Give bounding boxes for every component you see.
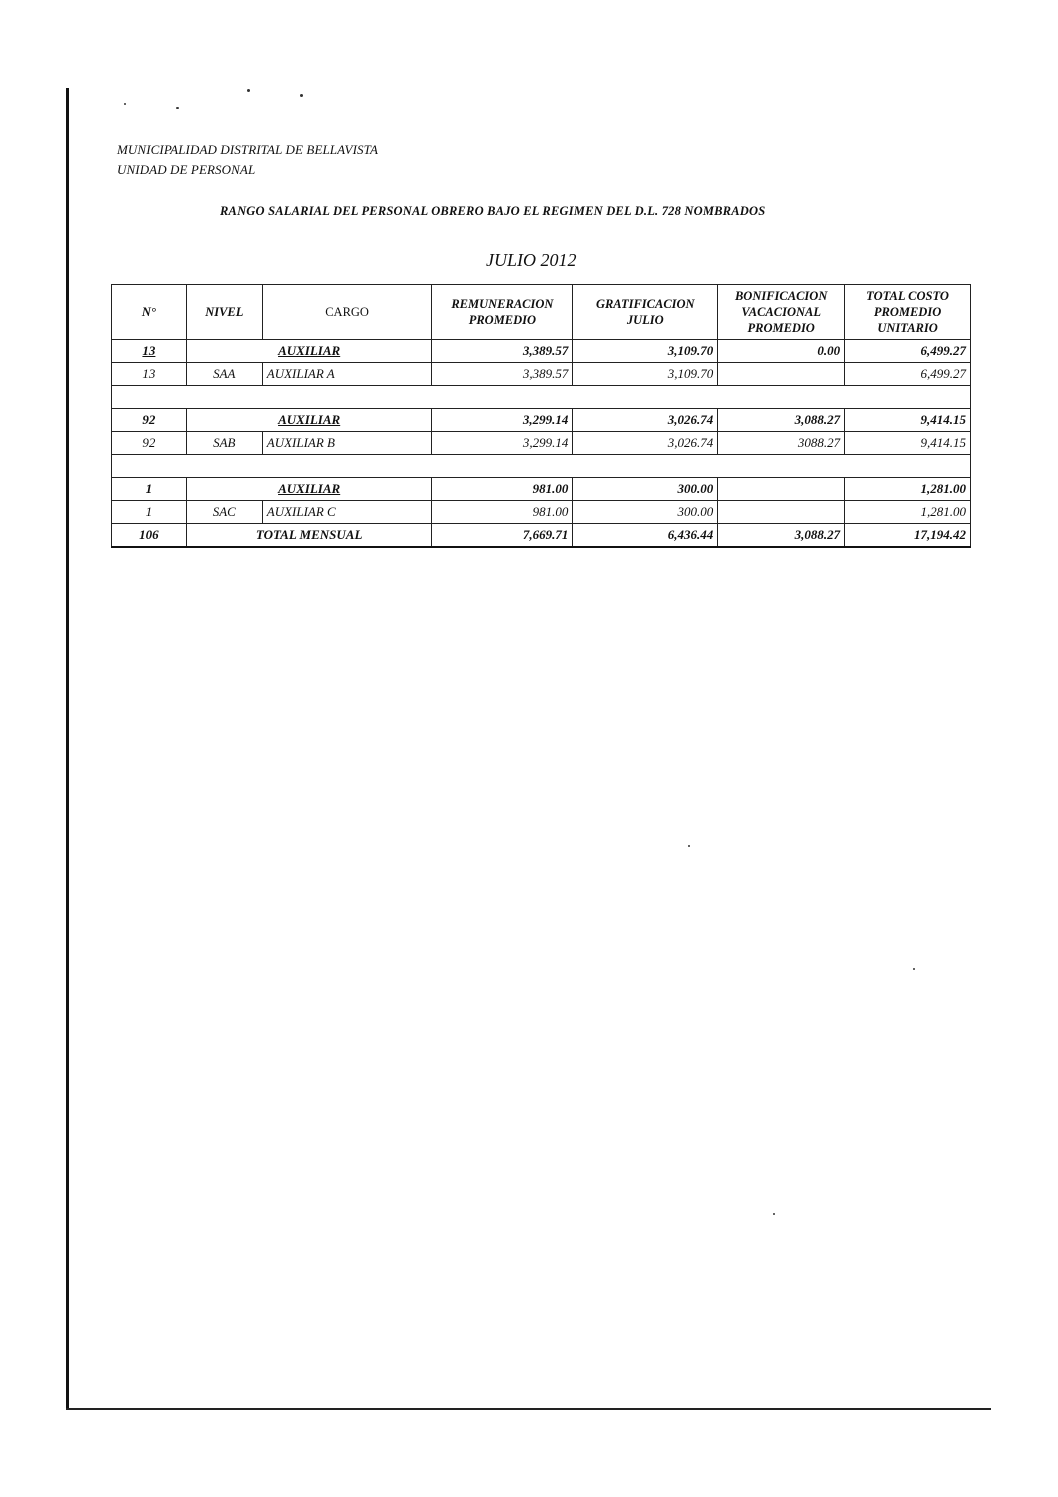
- cell-remuneracion: 3,389.57: [432, 363, 573, 386]
- cell-bonificacion: [718, 478, 845, 501]
- scan-speck: [300, 94, 303, 97]
- cell-cargo: AUXILIAR A: [262, 363, 432, 386]
- cell-cargo: AUXILIAR: [186, 409, 432, 432]
- cell-total: 9,414.15: [845, 432, 971, 455]
- col-header-nivel: NIVEL: [186, 285, 262, 340]
- table-row-total: [112, 524, 971, 548]
- cell-gratificacion: 3,026.74: [573, 432, 718, 455]
- scan-edge-bottom: [66, 1408, 991, 1410]
- cell-gratificacion: 300.00: [573, 501, 718, 524]
- col-header-gratificacion: GRATIFICACION JULIO: [573, 285, 718, 340]
- scan-speck: [176, 107, 179, 109]
- table-header-row: [112, 285, 971, 340]
- cell-n: 92: [112, 409, 187, 432]
- cell-remuneracion: 3,299.14: [432, 409, 573, 432]
- cell-gratificacion: 3,109.70: [573, 363, 718, 386]
- table-row-detail: [112, 363, 971, 386]
- cell-gratificacion: 6,436.44: [573, 524, 718, 548]
- salary-table: [111, 284, 971, 548]
- table-row-summary: [112, 340, 971, 363]
- cell-nivel: SAC: [186, 501, 262, 524]
- cell-remuneracion: 3,389.57: [432, 340, 573, 363]
- col-header-cargo: CARGO: [262, 285, 432, 340]
- cell-total: 1,281.00: [845, 501, 971, 524]
- cell-gratificacion: 3,026.74: [573, 409, 718, 432]
- cell-gratificacion: 300.00: [573, 478, 718, 501]
- cell-n: 1: [112, 478, 187, 501]
- cell-total: 6,499.27: [845, 340, 971, 363]
- organization-header: [117, 140, 378, 180]
- scan-speck: [124, 103, 126, 105]
- table-row-summary: [112, 409, 971, 432]
- scan-speck: [913, 968, 915, 970]
- scan-edge-left: [66, 88, 69, 1410]
- cell-remuneracion: 981.00: [432, 501, 573, 524]
- cell-bonificacion: 3,088.27: [718, 524, 845, 548]
- scan-speck: [247, 89, 250, 92]
- cell-gratificacion: 3,109.70: [573, 340, 718, 363]
- cell-remuneracion: 3,299.14: [432, 432, 573, 455]
- table-row-summary: [112, 478, 971, 501]
- cell-n: 13: [112, 363, 187, 386]
- cell-cargo: AUXILIAR: [186, 340, 432, 363]
- col-header-bonificacion: BONIFICACION VACACIONAL PROMEDIO: [718, 285, 845, 340]
- cell-bonificacion: 0.00: [718, 340, 845, 363]
- scan-speck: [773, 1213, 775, 1215]
- cell-total: 6,499.27: [845, 363, 971, 386]
- cell-bonificacion: [718, 363, 845, 386]
- cell-n: 92: [112, 432, 187, 455]
- period-heading: JULIO 2012: [486, 250, 577, 270]
- cell-cargo: AUXILIAR: [186, 478, 432, 501]
- cell-bonificacion: 3,088.27: [718, 409, 845, 432]
- cell-n: 1: [112, 501, 187, 524]
- scan-speck: [688, 845, 690, 847]
- cell-remuneracion: 7,669.71: [432, 524, 573, 548]
- col-header-remuneracion: REMUNERACION PROMEDIO: [432, 285, 573, 340]
- unit-name: UNIDAD DE PERSONAL: [117, 162, 256, 177]
- cell-total-label: TOTAL MENSUAL: [186, 524, 432, 548]
- table-row-detail: [112, 432, 971, 455]
- institution-name: MUNICIPALIDAD DISTRITAL DE BELLAVISTA: [117, 142, 379, 157]
- cell-bonificacion: [718, 501, 845, 524]
- cell-n: 106: [112, 524, 187, 548]
- cell-cargo: AUXILIAR B: [262, 432, 432, 455]
- table-row-detail: [112, 501, 971, 524]
- cell-nivel: SAB: [186, 432, 262, 455]
- col-header-n: N°: [112, 285, 187, 340]
- cell-total: 17,194.42: [845, 524, 971, 548]
- cell-total: 9,414.15: [845, 409, 971, 432]
- col-header-total: TOTAL COSTO PROMEDIO UNITARIO: [845, 285, 971, 340]
- cell-remuneracion: 981.00: [432, 478, 573, 501]
- table-spacer-row: [112, 386, 971, 409]
- cell-n: 13: [112, 340, 187, 363]
- cell-nivel: SAA: [186, 363, 262, 386]
- cell-total: 1,281.00: [845, 478, 971, 501]
- table-spacer-row: [112, 455, 971, 478]
- cell-cargo: AUXILIAR C: [262, 501, 432, 524]
- cell-bonificacion: 3088.27: [718, 432, 845, 455]
- document-title: RANGO SALARIAL DEL PERSONAL OBRERO BAJO EL REGIMEN DEL D.L. 728 NOMBRADOS: [220, 204, 766, 218]
